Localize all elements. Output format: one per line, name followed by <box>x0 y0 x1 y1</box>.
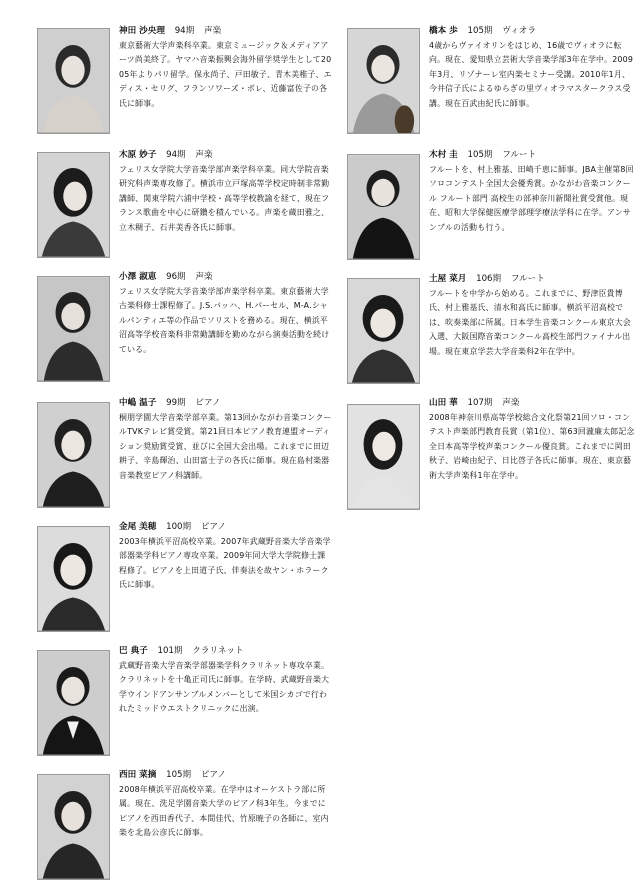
profile-card <box>0 398 340 518</box>
profile-term: 107期 <box>467 398 493 408</box>
profile-name: 木原 妙子 <box>119 150 157 160</box>
profile-term: 105期 <box>467 26 493 36</box>
profile-heading <box>119 272 333 283</box>
profile-part: クラリネット <box>192 646 244 656</box>
profile-heading <box>119 26 333 37</box>
profile-part: ピアノ <box>200 522 226 532</box>
profile-bio: フルートを中学から始める。これまでに、野津臣貴博氏、村上雅基氏、清水和高氏に師事。横浜平沼高校では、吹奏楽部に所属。日本学生音楽コンクール東京大会入選、大阪国際音楽コンクール高校生部門ファイナル出場。現在東京学芸大学音楽科2年在学中。 <box>429 289 631 356</box>
profile-part: フルート <box>502 150 537 160</box>
profile-part: 声楽 <box>203 26 222 36</box>
profile-heading <box>429 398 635 409</box>
profile-heading <box>429 150 635 161</box>
profile-bio: 東京藝術大学声楽科卒業。東京ミュージック＆メディアアーツ尚美終了。ヤマハ音楽振興会海外留学奨学生として2005年よりパリ留学。保永尚子、戸田敏子、青木美稚子、エディス・セリグ、フランソワーズ・ポレ、近藤富佐子の各氏に師事。 <box>119 41 332 108</box>
profile-heading <box>119 398 333 409</box>
profile-name: 小澤 淑恵 <box>119 272 157 282</box>
profile-bio: 2008年神奈川県高等学校総合文化祭第21回ソロ・コンテスト声楽部門教育長賞（第1位）、第63回瀧廉太郎記念全日本高等学校声楽コンクール優良賞。これまでに岡田秋子、岩崎由紀子、日比啓子各氏に師事。現在、東京藝術大学声楽科1年在学中。 <box>429 413 635 480</box>
profile-card <box>340 26 640 146</box>
portrait-photo <box>37 774 110 880</box>
profile-name: 金尾 美穂 <box>119 522 157 532</box>
portrait-photo <box>347 278 420 384</box>
profile-heading <box>429 274 635 285</box>
profile-term: 96期 <box>166 272 186 282</box>
profile-heading <box>429 26 635 37</box>
profile-term: 100期 <box>166 522 192 532</box>
profile-card <box>0 522 340 642</box>
profile-bio: フルートを、村上雅基、田崎千恵に師事。JBA主催第8回ソロコンテスト全国大会優秀賞。かながわ音楽コンクール フルート部門 高校生の部神奈川新聞社賞受賞他。現在、昭和大学保健医療学部理学療法学科に在学。アンサンブルの活動も行う。 <box>429 165 634 232</box>
portrait-photo <box>37 526 110 632</box>
profile-term: 94期 <box>174 26 195 36</box>
profile-part: ピアノ <box>200 770 226 780</box>
profile-term: 106期 <box>476 274 502 284</box>
profile-bio: 桐朋学園大学音楽学部卒業。第13回かながわ音楽コンクールTVKテレビ賞受賞。第21回日本ピアノ教育連盟オーディション奨励賞受賞、並びに全国大会出場。これまでに田辺耕子、辛島輝治、山田富士子の各氏に師事。現在島村楽器音楽教室ピアノ科講師。 <box>119 413 332 480</box>
profile-name: 橋本 歩 <box>429 26 458 36</box>
profile-card <box>0 272 340 392</box>
profile-card <box>0 646 340 766</box>
profile-name: 中嶋 温子 <box>119 398 157 408</box>
profile-bio: 2003年横浜平沼高校卒業。2007年武蔵野音楽大学音楽学部器楽学科ピアノ専攻卒業。2009年同大学大学院修士課程修了。ピアノを上田道子氏、伴奏法を故ヤン・ホラーク氏に師事。 <box>119 537 331 590</box>
profile-bio: フェリス女学院大学音楽学部声楽学科卒業。東京藝術大学古楽科修士課程修了。J.S.バッハ、H.パーセル、M-A.シャルパンティエ等の作品でソリストを務める。現在、横浜平沼高等学校音楽科非常勤講師を勤めながら演奏活動を続けている。 <box>119 287 330 354</box>
profile-card <box>340 274 640 394</box>
profile-bio: 2008年横浜平沼高校卒業。在学中はオーケストラ部に所属。現在、洗足学園音楽大学のピアノ科3年生。今までにピアノを西田香代子、本間佳代、竹原暁子の各師に、室内楽を北島公彦氏に師事。 <box>119 785 329 838</box>
profile-term: 105期 <box>467 150 493 160</box>
profile-card <box>340 150 640 270</box>
profile-part: ヴィオラ <box>502 26 537 36</box>
profile-name: 西田 菜摘 <box>119 770 157 780</box>
profile-card <box>0 26 340 146</box>
profile-part: ピアノ <box>195 398 221 408</box>
portrait-photo <box>37 276 110 382</box>
profile-heading <box>119 522 333 533</box>
portrait-photo <box>347 154 420 260</box>
profile-heading <box>119 770 333 781</box>
profile-name: 土屋 菜月 <box>429 274 467 284</box>
portrait-photo <box>37 402 110 508</box>
profile-name: 山田 華 <box>429 398 458 408</box>
profile-part: 声楽 <box>195 150 213 160</box>
profile-heading <box>119 646 333 657</box>
profile-card <box>0 770 340 890</box>
portrait-photo <box>347 28 420 134</box>
profile-card <box>0 150 340 270</box>
profile-term: 99期 <box>166 398 186 408</box>
portrait-photo <box>37 650 110 756</box>
profile-term: 105期 <box>166 770 192 780</box>
profile-name: 木村 圭 <box>429 150 458 160</box>
portrait-photo <box>347 404 420 510</box>
profile-part: フルート <box>510 274 545 284</box>
profile-heading <box>119 150 333 161</box>
profile-name: 神田 沙央理 <box>119 26 165 36</box>
profile-part: 声楽 <box>195 272 213 282</box>
profile-bio: 4歳からヴァイオリンをはじめ、16歳でヴィオラに転向。現在、愛知県立芸術大学音楽学部3年在学中。2009年3月、リゾナーレ室内楽セミナー受講。2010年1月、今井信子氏によるゆらぎの里ヴィオラマスタークラス受講。現在百武由紀氏に師事。 <box>429 41 634 108</box>
profile-term: 94期 <box>166 150 186 160</box>
profile-term: 101期 <box>157 646 183 656</box>
profile-name: 巴 典子 <box>119 646 148 656</box>
portrait-photo <box>37 152 110 258</box>
profile-bio: 武蔵野音楽大学音楽学部器楽学科クラリネット専攻卒業。クラリネットを十亀正司氏に師事。在学時、武蔵野音楽大学ウインドアンサンブルメンバーとして米国シカゴで行われたミッドウエストクリニックに出演。 <box>119 661 330 714</box>
profile-part: 声楽 <box>502 398 520 408</box>
portrait-photo <box>37 28 110 134</box>
profile-card <box>340 398 640 518</box>
profile-bio: フェリス女学院大学音楽学部声楽学科卒業。同大学院音楽研究科声楽専攻修了。横浜市立戸塚高等学校定時制非常勤講師、関東学院六浦中学校・高等学校教諭を経て、現在フランス歌曲を中心に研鑽を積んでいる。声楽を蔵田雅之、立木稠子、石井美香各氏に師事。 <box>119 165 330 232</box>
